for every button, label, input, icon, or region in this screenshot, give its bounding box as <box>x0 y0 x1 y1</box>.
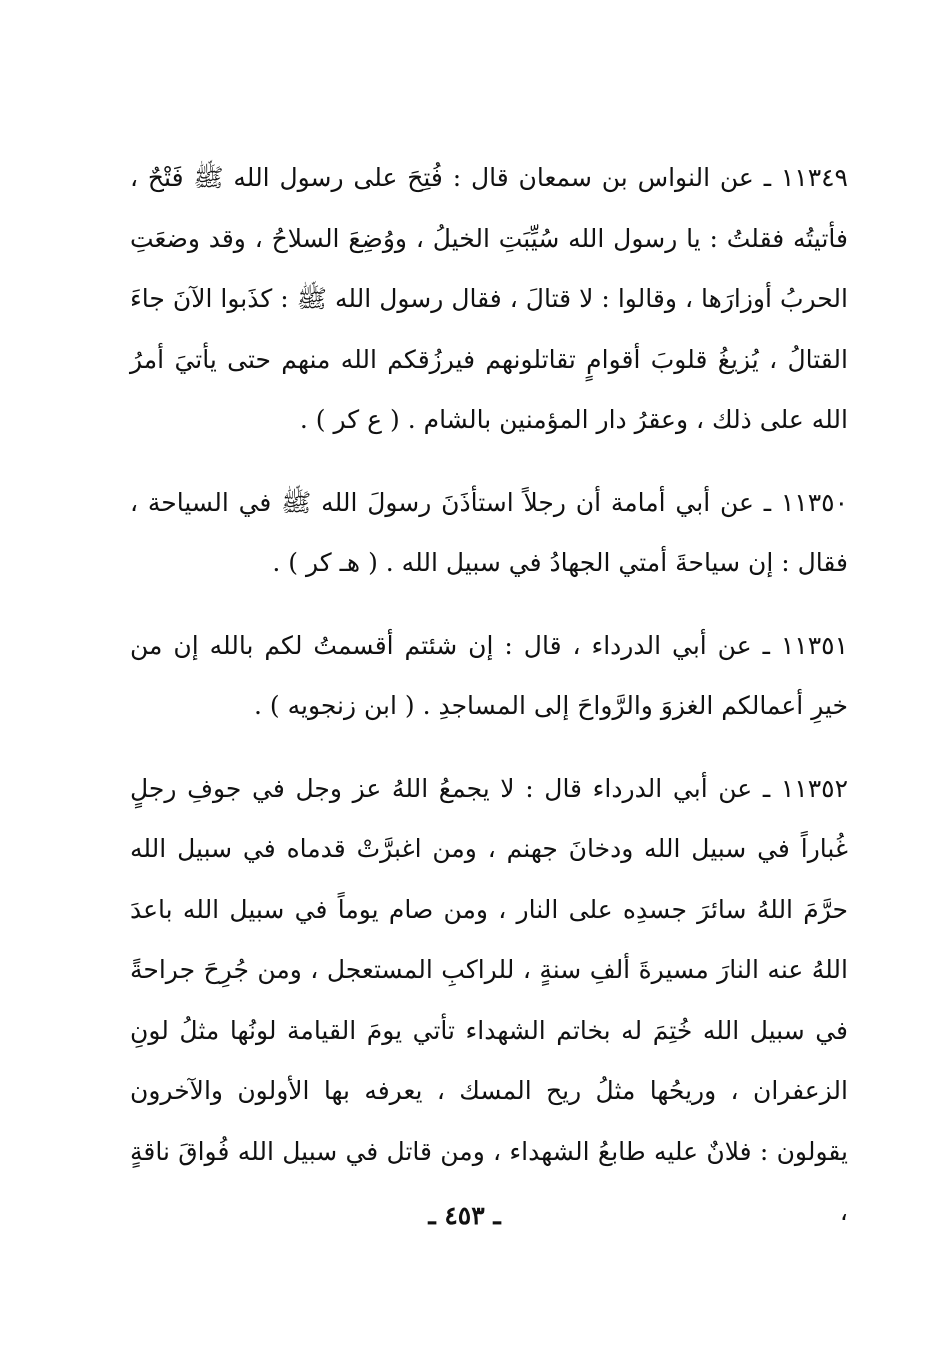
hadith-11349 <box>130 148 848 451</box>
number-separator: ـ <box>762 773 771 803</box>
hadith-11352 <box>130 759 848 1243</box>
number-separator: ـ <box>763 487 772 517</box>
hadith-body: عن أبي الدرداء قال : لا يجمعُ اللهُ عز وجل في جوفِ رجلٍ غُباراً في سبيل الله ودخانَ جهنم ، ومن اغبرَّتْ قدماه في سبيل الله حرَّمَ اللهُ سائرَ جسدِه على النار ، ومن صام يوماً في سبيل الله باعدَ اللهُ عنه النارَ مسيرةَ ألفِ سنةٍ ، للراكبِ المستعجل ، ومن جُرِحَ جراحةً في سبيل الله خُتِمَ له بخاتم الشهداء تأتي يومَ القيامة لونُها مثلُ لونِ الزعفران ، وريحُها مثلُ ريح المسك ، يعرفه بها الأولون والآخرون يقولون : فلانٌ عليه طابعُ الشهداء ، ومن قاتل في سبيل الله فُواقَ ناقةٍ ، <box>130 773 848 1226</box>
hadith-body: عن أبي الدرداء ، قال : إن شئتم أقسمتُ لكم بالله إن من خيرِ أعمالكم الغزوَ والرَّواحَ إلى المساجدِ . ( ابن زنجويه ) . <box>130 630 848 720</box>
number-separator: ـ <box>763 163 772 192</box>
hadith-number: ١١٣٥١ <box>780 630 849 660</box>
hadith-number: ١١٣٤٩ <box>780 163 848 192</box>
hadith-body: عن أبي أمامة أن رجلاً استأذَنَ رسولَ الله ﷺ في السياحة ، فقال : إن سياحةَ أمتي الجهادُ في سبيل الله . ( هـ كر ) . <box>130 487 848 577</box>
hadith-number: ١١٣٥٠ <box>780 487 848 517</box>
hadith-text-block <box>130 148 848 1265</box>
hadith-number: ١١٣٥٢ <box>780 773 849 803</box>
hadith-11350 <box>130 473 848 594</box>
hadith-body: عن النواس بن سمعان قال : فُتِحَ على رسول الله ﷺ فَتْحٌ ، فأتيتُه فقلتُ : يا رسول الله سُيِّبَتِ الخيلُ ، ووُضِعَ السلاحُ ، وقد وضعَتِ الحربُ أوزارَها ، وقالوا : لا قتالَ ، فقال رسول الله ﷺ : كذَبوا الآنَ جاءَ القتالُ ، يُزيغُ قلوبَ أقوامٍ تقاتلونهم فيرزُقكم الله منهم حتى يأتيَ أمرُ الله على ذلك ، وعقرُ دار المؤمنين بالشام . ( ع كر ) . <box>130 163 848 434</box>
page-number: ـ ٤٥٣ ـ <box>428 1201 501 1230</box>
number-separator: ـ <box>762 630 770 660</box>
hadith-11351 <box>130 616 848 737</box>
